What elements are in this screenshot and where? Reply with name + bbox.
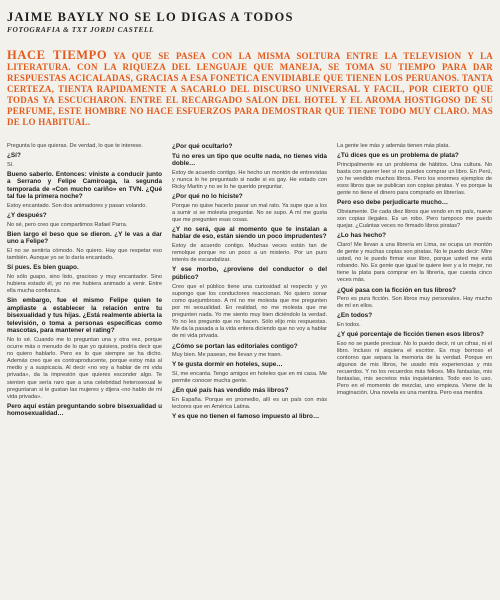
interview-question: Bien largo el beso que se dieron. ¿Y le vas a dar uno a Felipe?	[7, 230, 162, 246]
interview-question: ¿Y después?	[7, 212, 47, 220]
interview-question: Pero eso debe perjudicarte mucho…	[337, 199, 449, 207]
interview-answer: Estoy encantado. Son dos animadores y pasan volando.	[7, 202, 147, 209]
interview-question: ¿Sí?	[7, 152, 21, 160]
interview-answer: Sí.	[7, 161, 14, 168]
interview-answer: Muy bien. Me pasean, me llevan y me traen.	[172, 352, 283, 359]
interview-answer: El no se sentiría cómodo. No quiero. Hay que respetar eso también. Aunque yo se lo daría encantado.	[7, 247, 162, 261]
interview-question: Y te gusta dormir en hoteles, supe…	[172, 361, 283, 369]
lead-paragraph	[7, 50, 493, 128]
photo-text-credits: FOTOGRAFIA & TXT JORDI CASTELL	[7, 25, 155, 34]
text-column-1	[7, 143, 162, 595]
interview-question: ¿Por qué no lo hiciste?	[172, 193, 243, 201]
lead-dropcap: HACE TIEMPO	[7, 48, 108, 62]
interview-question: Pero aquí están preguntando sobre bisexualidad u homosexualidad…	[7, 402, 162, 418]
interview-answer: En todos.	[337, 321, 361, 328]
article-header	[7, 10, 493, 34]
interview-question: ¿En todos?	[337, 312, 373, 320]
interview-answer: No lo sé. Cuando me lo preguntan una y otra vez, porque ocurre más o menudo de lo que yo quisiera, podría decir que no quiero hablarlo. Pero es lo que siempre se ha dicho. Además creo que es contraproducente, porque estoy más al medio y a suspicacia. Al decir «no voy a hablar de mi vida privada», da la impresión que quieres esconder algo. Te sienten que sería raro que a una celebridad heterosexual le preguntaran si le gustan las mujeres y dijera «no hablo de mi vida privada».	[7, 336, 162, 400]
interview-answer: Estoy de acuerdo contigo. Muchas veces están tan de remolque porque no un poco a un misterio. Por un puro interés de escandalizar.	[172, 243, 327, 264]
interview-answer: Porque no quise hacerlo pasar un mal rato. Ya supe que a los a sumir si se molesta preguntar. No se supo. A mí me gusta que me pregunten esas cosas.	[172, 202, 327, 223]
interview-question: ¿Lo has hecho?	[337, 232, 386, 240]
interview-answer: No sólo guapo, sino listo, gracioso y muy encantador. Sino hubiera estado él, yo no me hubiera animado a venir. Entre ella mucha confianza.	[7, 273, 162, 294]
interview-question: ¿En qué país has vendido más libros?	[172, 386, 289, 394]
interview-question: ¿Cómo se portan las editoriales contigo?	[172, 342, 298, 350]
interview-answer: Claro! Me llevan a una librería en Lima, se ocupa un montón de gente y muchas copias son piratas. No le puedo decir: Mire usted, no le puedo firmar ese libro, porque usted me está robando. No. Es gente que igual te quiere leer y a lo mejor, no tiene la plata para comprar en la librería, que cuesta cinco veces más.	[337, 241, 492, 284]
interview-body	[7, 143, 493, 595]
interview-answer: Principalmente es un problema de hábitos. Una cultura. No basta con querer leer si no puedes comprar un libro. En Perú, yo he vendido muchos libros. Pero los enormes ejemplos de esos libros que se publican son copias piratas. Y es porque la gente no tiene el dinero para comprarlo en librerías.	[337, 161, 492, 197]
interview-question: ¿Y qué porcentaje de ficción tienen esos libros?	[337, 330, 484, 338]
interview-question: ¿Y no será, que al momento que te instalan a hablar de eso, están siendo un poco imprudentes?	[172, 225, 327, 241]
interview-answer: La gente lee más y además tienen más plata.	[337, 143, 450, 149]
text-column-2	[172, 143, 327, 595]
interview-question: Sí pues. Es bien guapo.	[7, 264, 79, 272]
article-title: JAIME BAYLY NO SE LO DIGAS A TODOS	[7, 10, 294, 24]
interview-question: ¿Qué pasa con la ficción en tus libros?	[337, 286, 456, 294]
interview-answer: Sí, me encanta. Tengo amigos en hoteles que en mi casa. Me permite conocer mucha gente.	[172, 370, 327, 384]
interview-answer: Estoy de acuerdo contigo. He hecho un montón de entrevistas y nunca lo he preguntado si nadie si es gay. He estado con Ricky Martin y no se lo he querido preguntar.	[172, 169, 327, 190]
lead-text: YA QUE SE PASEA CON LA MISMA SOLTURA ENTRE LA TELEVISION Y LA LITERATURA. CON LA RIQUEZA DEL LENGUAJE QUE MANEJA, SE TOMA SU TIEMPO PARA DAR RESPUESTAS ACICALADAS, GRACIAS A ESA FONETICA ENVIDIABLE QUE TIENEN LOS PERUANOS. TANTA CERTEZA, TIENTA RAPIDAMENTE A SACARLO DEL DISCURSO UNIVERSAL Y FACIL, POR CIERTO QUE TODAS YA ESCUCHARON. ENTRE EL RECARGADO SALON DEL HOTEL Y EL AROMA HOSTIGOSO DE SU PERFUME, ESTE HOMBRE NO HACE ESFUERZOS PARA DEMOSTRAR QUE TIENE TODO MUY CLARO. MAS DE LO HABITUAL.	[7, 51, 493, 127]
interview-question: Y ese morbo, ¿proviene del conductor o del público?	[172, 266, 327, 281]
interview-answer: En España. Porque en promedio, allí es un país con más lectores que en América Latina.	[172, 396, 327, 410]
interview-answer: Eso no se puede precisar. No lo puedo decir, ni un cifras, ni el libro. Incluso ni siquiera el escritor. Es muy borroso el contorno que separa la memoria de la verdad. Porque en algunos de mis libros, he usado mis experiencias y mis recuerdos. Y no los recuerdos más felices. Mis fantasías, mis fantasías, mis secretos más inquietantes. Todo eso lo uso. Pero en el momento de mezclar, uno empieza. Viene de la imaginación. Una novela es una mentira. Pero esa mentira	[337, 340, 492, 397]
interview-answer: Obviamente. De cada diez libros que vendo en mi país, nueve son copias ilegales. Es un robo. Pero tampoco me puedo quejar. ¿Cuántas veces no firmado libros piratas?	[337, 208, 492, 230]
interview-question: Sin embargo, fue el mismo Felipe quien te ampliaste a establecer la relación entre tu bisexualidad y tus hijas. ¿Está realmente abierta la televisión, o toma a personas especificas como mascotas, para mantener el rating?	[7, 297, 162, 335]
interview-question: ¿Tú dices que es un problema de plata?	[337, 152, 459, 160]
interview-question: Tú no eres un tipo que oculte nada, no tienes vida doble…	[172, 152, 327, 168]
interview-question: Y es que no tienen el famoso impuesto al libro…	[172, 412, 320, 420]
interview-answer: Pero es pura ficción. Son libros muy personales. Hay mucho de mí en ellos.	[337, 296, 492, 310]
interview-answer: No sé, pero creo que compartimos Rafael Parra.	[7, 221, 128, 228]
interview-answer: Pregunta lo que quieras. De verdad, lo que te interese.	[7, 143, 143, 149]
interview-question: ¿Por qué ocultarlo?	[172, 143, 233, 150]
interview-question: Bueno saberlo. Entonces: viniste a conducir junto a Serrano y Felipe Camiroaga, la segunda temporada de «Con mucho cariño» en TVN. ¿Qué tal fue la primera noche?	[7, 170, 162, 201]
text-column-3	[337, 143, 492, 595]
interview-answer: Creo que el público tiene una curiosidad al respecto y yo supongo que los conductores reaccionan. No quiero sonar como quejumbroso. A mí no me molesta que me pregunten por mi sexualidad. En realidad, no me molesta que me pregunten nada. Yo me siento muy bien diciéndolo la verdad. Yo no les pregunto que no hacen. Sólo elijo mis respuestas. Me da la pasada a la vida entera diciendo que no voy a hablar de mi vida privada.	[172, 283, 327, 340]
